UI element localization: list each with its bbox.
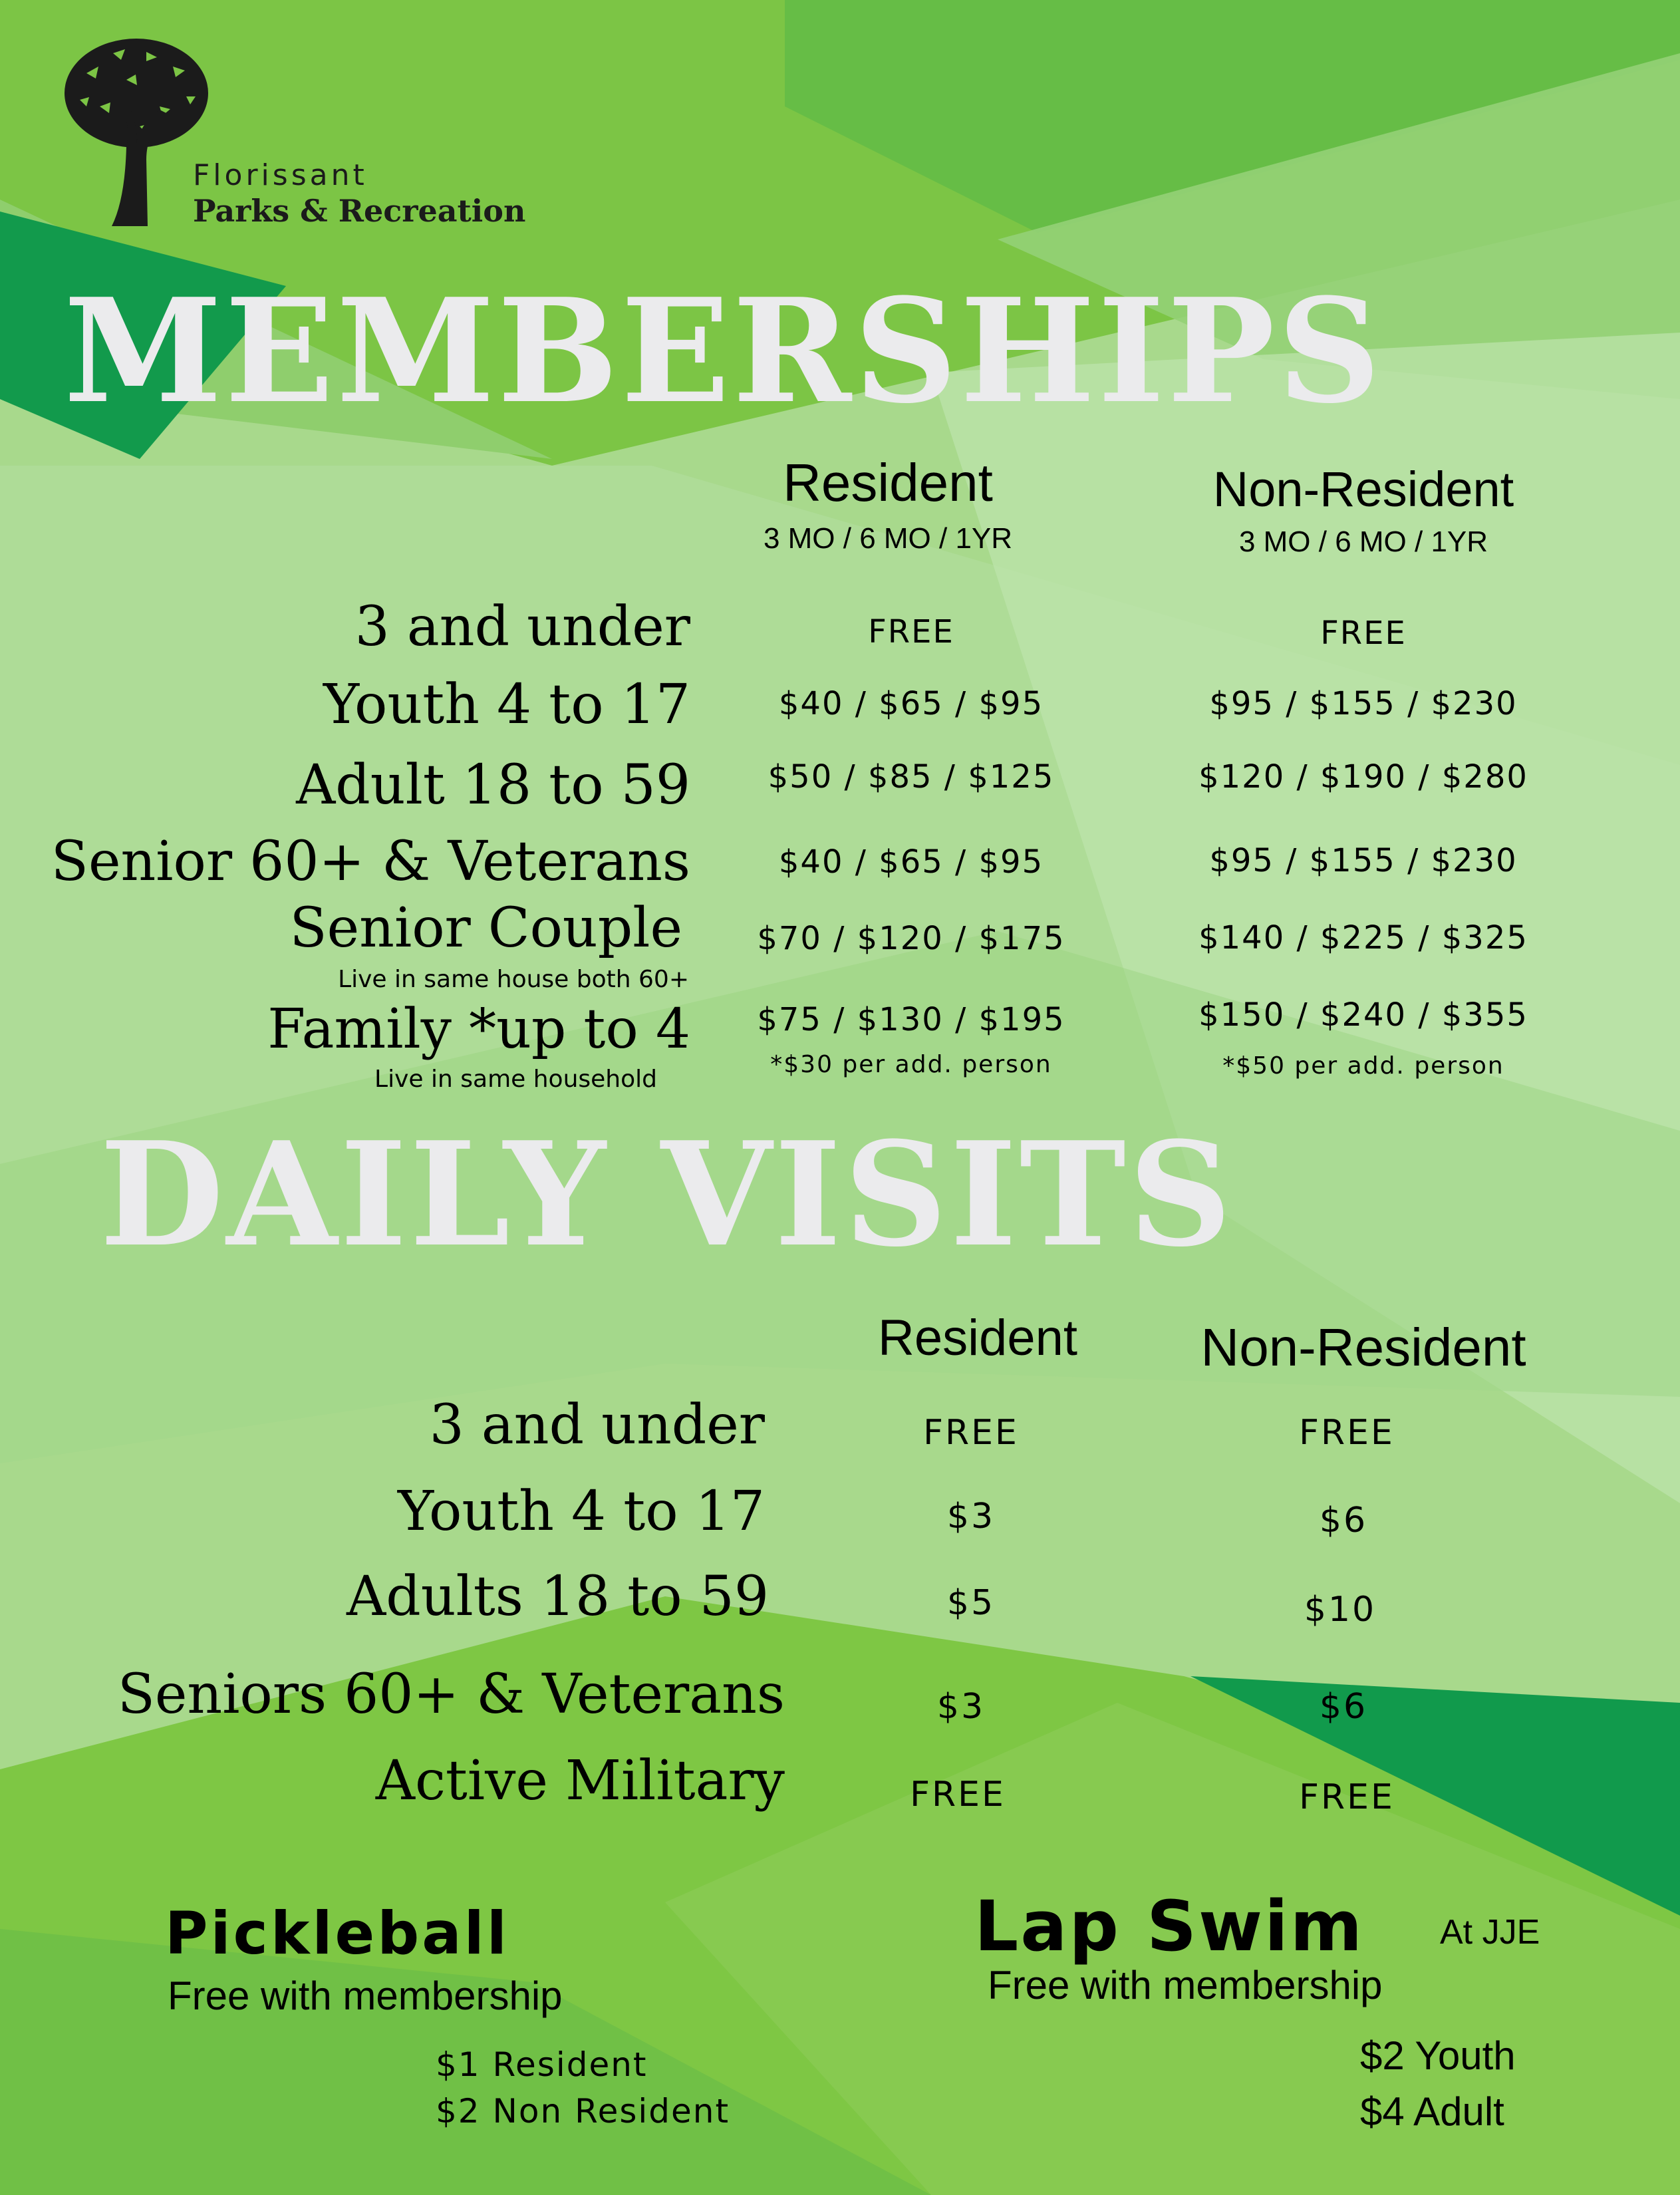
membership-nonresident-price: $150 / $240 / $355 — [1198, 996, 1528, 1034]
daily-resident-price: FREE — [923, 1413, 1019, 1453]
pickleball-subtitle: Free with membership — [168, 1974, 563, 2018]
daily-resident-price: $3 — [946, 1497, 996, 1536]
membership-nonresident-price: $95 / $155 / $230 — [1209, 842, 1518, 879]
membership-row-label: Senior 60+ & Veterans — [51, 830, 690, 893]
lapswim-location: At JJE — [1440, 1913, 1540, 1952]
daily-nonresident-price: FREE — [1299, 1777, 1395, 1817]
daily-col-resident: Resident — [878, 1310, 1077, 1366]
membership-resident-note: *$30 per add. person — [770, 1051, 1052, 1078]
daily-row-label: Youth 4 to 17 — [398, 1480, 765, 1543]
membership-nonresident-price: $95 / $155 / $230 — [1209, 685, 1518, 722]
membership-nonresident-note: *$50 per add. person — [1222, 1052, 1504, 1080]
membership-resident-price: $75 / $130 / $195 — [757, 1001, 1065, 1038]
membership-nonresident-price: $120 / $190 / $280 — [1198, 758, 1528, 796]
membership-row-note: Live in same household — [374, 1066, 657, 1093]
logo-text-top: Florissant — [193, 158, 368, 192]
daily-resident-price: FREE — [910, 1775, 1006, 1815]
membership-resident-price: $70 / $120 / $175 — [757, 920, 1065, 957]
membership-resident-price: $40 / $65 / $95 — [778, 843, 1044, 881]
daily-row-label: Active Military — [375, 1749, 785, 1813]
membership-col-nonresident-sub: 3 MO / 6 MO / 1YR — [1238, 525, 1488, 558]
membership-col-resident-sub: 3 MO / 6 MO / 1YR — [763, 522, 1013, 555]
membership-nonresident-price: $140 / $225 / $325 — [1198, 919, 1528, 956]
lapswim-price: $4 Adult — [1360, 2089, 1504, 2134]
daily-nonresident-price: $6 — [1319, 1687, 1368, 1727]
membership-row-label: Senior Couple — [289, 897, 682, 960]
daily-visits-title: DAILY VISITS — [100, 1110, 1235, 1278]
lapswim-title: Lap Swim — [974, 1886, 1365, 1967]
daily-nonresident-price: FREE — [1299, 1413, 1395, 1453]
membership-col-nonresident: Non-Resident — [1212, 462, 1514, 517]
memberships-title: MEMBERSHIPS — [64, 267, 1384, 435]
daily-resident-price: $5 — [946, 1583, 996, 1623]
membership-row-label: Family *up to 4 — [267, 998, 690, 1061]
logo-text-bottom: Parks & Recreation — [193, 193, 526, 229]
lapswim-subtitle: Free with membership — [988, 1963, 1383, 2007]
membership-resident-price: FREE — [868, 613, 954, 651]
membership-row-note: Live in same house both 60+ — [338, 966, 689, 993]
logo — [60, 33, 213, 235]
pickleball-price: $2 Non Resident — [436, 2092, 730, 2130]
lapswim-price: $2 Youth — [1360, 2033, 1516, 2078]
daily-col-nonresident: Non-Resident — [1200, 1318, 1526, 1377]
daily-row-label: 3 and under — [429, 1393, 765, 1457]
daily-resident-price: $3 — [936, 1687, 986, 1727]
membership-nonresident-price: FREE — [1320, 615, 1407, 652]
pickleball-title: Pickleball — [165, 1899, 509, 1968]
membership-row-label: 3 and under — [354, 595, 690, 658]
tree-icon — [60, 33, 213, 233]
membership-row-label: Youth 4 to 17 — [323, 673, 690, 736]
daily-row-label: Adults 18 to 59 — [347, 1565, 769, 1628]
membership-row-label: Adult 18 to 59 — [296, 754, 690, 817]
membership-resident-price: $50 / $85 / $125 — [768, 758, 1055, 796]
pickleball-price: $1 Resident — [436, 2045, 648, 2084]
daily-nonresident-price: $10 — [1304, 1590, 1377, 1630]
membership-resident-price: $40 / $65 / $95 — [778, 685, 1044, 722]
daily-row-label: Seniors 60+ & Veterans — [117, 1663, 785, 1726]
daily-nonresident-price: $6 — [1319, 1501, 1368, 1540]
membership-col-resident: Resident — [783, 453, 993, 512]
